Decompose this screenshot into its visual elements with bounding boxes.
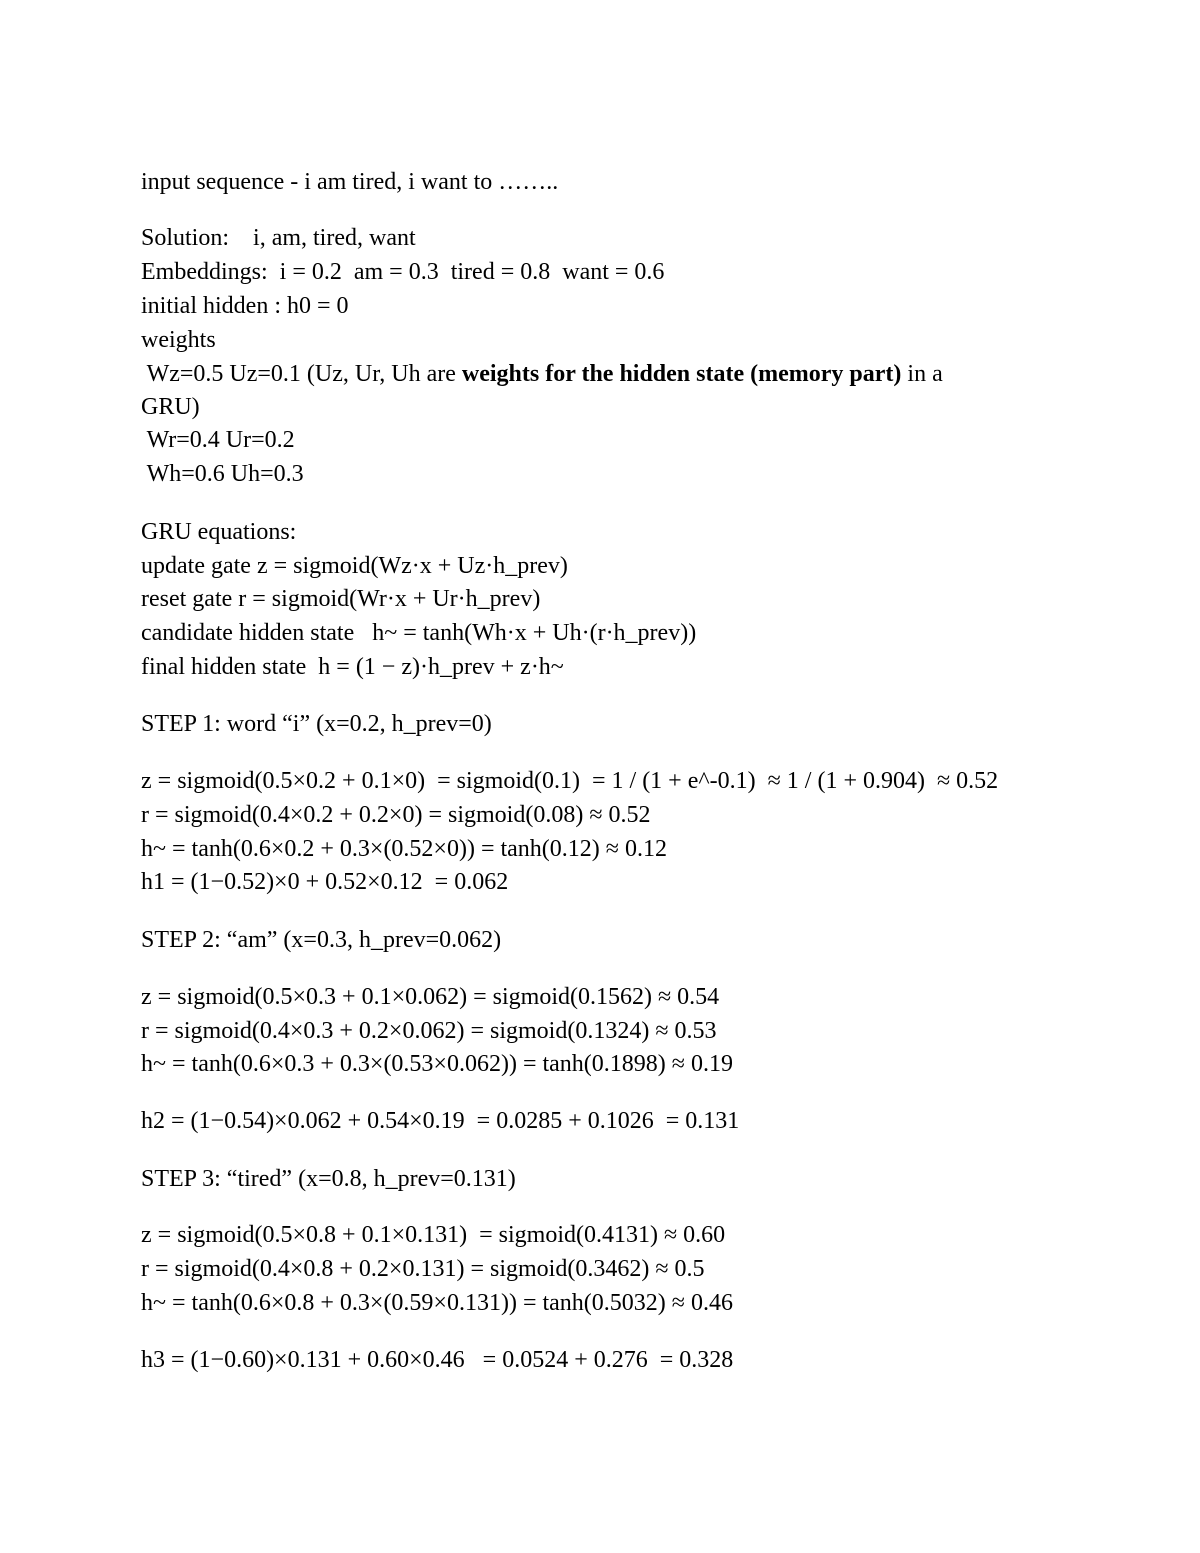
step3-z-line: z = sigmoid(0.5×0.8 + 0.1×0.131) = sigmoid(0.4131) ≈ 0.60 [141, 1222, 726, 1248]
equation-final-state: final hidden state h = (1 − z)·h_prev + z·h~ [141, 654, 564, 680]
weights-z-text: Wz=0.5 Uz=0.1 (Uz, Ur, Uh are [141, 361, 462, 387]
weights-z-line [141, 360, 943, 388]
step2-z-line: z = sigmoid(0.5×0.3 + 0.1×0.062) = sigmoid(0.1562) ≈ 0.54 [141, 984, 720, 1010]
weights-z-continuation: GRU) [141, 394, 200, 420]
equation-update-gate: update gate z = sigmoid(Wz·x + Uz·h_prev) [141, 553, 568, 579]
step1-heading: STEP 1: word “i” (x=0.2, h_prev=0) [141, 711, 492, 737]
step3-h-tilde-line: h~ = tanh(0.6×0.8 + 0.3×(0.59×0.131)) = tanh(0.5032) ≈ 0.46 [141, 1290, 733, 1316]
weights-z-tail: in a [901, 361, 943, 387]
step1-h-line: h1 = (1−0.52)×0 + 0.52×0.12 = 0.062 [141, 869, 509, 895]
step2-h-tilde-line: h~ = tanh(0.6×0.3 + 0.3×(0.53×0.062)) = tanh(0.1898) ≈ 0.19 [141, 1051, 733, 1077]
solution-line: Solution: i, am, tired, want [141, 225, 416, 251]
embeddings-line: Embeddings: i = 0.2 am = 0.3 tired = 0.8 want = 0.6 [141, 259, 665, 285]
intro-line: input sequence - i am tired, i want to …….. [141, 169, 559, 195]
step3-h-line: h3 = (1−0.60)×0.131 + 0.60×0.46 = 0.0524 + 0.276 = 0.328 [141, 1347, 734, 1373]
weights-z-emphasis: weights for the hidden state (memory part) [461, 361, 902, 387]
step3-heading: STEP 3: “tired” (x=0.8, h_prev=0.131) [141, 1166, 516, 1192]
step2-r-line: r = sigmoid(0.4×0.3 + 0.2×0.062) = sigmoid(0.1324) ≈ 0.53 [141, 1018, 717, 1044]
weights-r-line: Wr=0.4 Ur=0.2 [141, 427, 295, 453]
weights-heading: weights [141, 327, 216, 353]
equation-reset-gate: reset gate r = sigmoid(Wr·x + Ur·h_prev) [141, 586, 541, 612]
equations-heading: GRU equations: [141, 519, 297, 545]
step2-heading: STEP 2: “am” (x=0.3, h_prev=0.062) [141, 927, 502, 953]
step2-h-line: h2 = (1−0.54)×0.062 + 0.54×0.19 = 0.0285 + 0.1026 = 0.131 [141, 1108, 740, 1134]
step1-r-line: r = sigmoid(0.4×0.2 + 0.2×0) = sigmoid(0.08) ≈ 0.52 [141, 802, 651, 828]
equation-candidate-state: candidate hidden state h~ = tanh(Wh·x + Uh·(r·h_prev)) [141, 620, 697, 646]
step1-h-tilde-line: h~ = tanh(0.6×0.2 + 0.3×(0.52×0)) = tanh(0.12) ≈ 0.12 [141, 836, 667, 862]
weights-h-line: Wh=0.6 Uh=0.3 [141, 461, 304, 487]
step3-r-line: r = sigmoid(0.4×0.8 + 0.2×0.131) = sigmoid(0.3462) ≈ 0.5 [141, 1256, 705, 1282]
initial-hidden-line: initial hidden : h0 = 0 [141, 293, 349, 319]
step1-z-line: z = sigmoid(0.5×0.2 + 0.1×0) = sigmoid(0.1) = 1 / (1 + e^-0.1) ≈ 1 / (1 + 0.904) ≈ 0.52 [141, 768, 999, 794]
